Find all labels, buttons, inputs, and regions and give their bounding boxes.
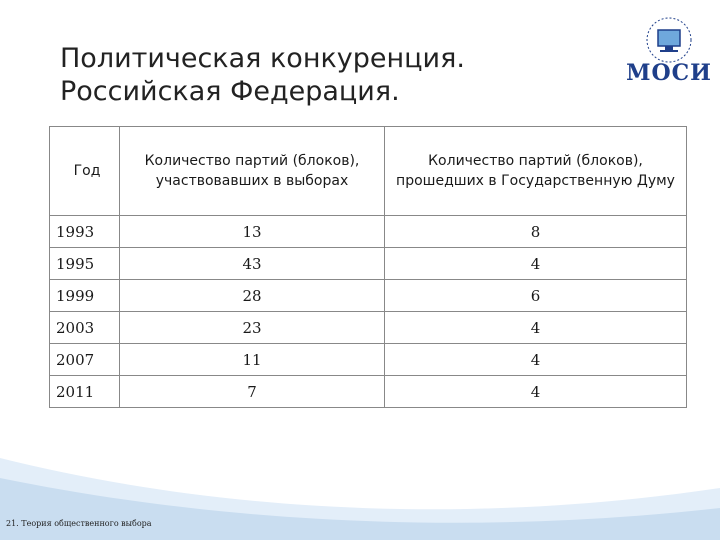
cell-participated: 43 [120, 248, 385, 280]
cell-participated: 7 [120, 376, 385, 408]
cell-passed: 4 [385, 344, 687, 376]
cell-year: 2003 [50, 312, 120, 344]
header-participated: Количество партий (блоков), участвовавших в выборах [120, 127, 385, 216]
parties-table [49, 126, 687, 408]
cell-passed: 4 [385, 248, 687, 280]
title-line-2: Российская Федерация. [60, 76, 400, 107]
cell-year: 1999 [50, 280, 120, 312]
table-row [50, 248, 687, 280]
title-line-1: Политическая конкуренция. [60, 43, 465, 74]
table-row [50, 216, 687, 248]
cell-participated: 13 [120, 216, 385, 248]
header-passed: Количество партий (блоков), прошедших в Государственную Думу [385, 127, 687, 216]
cell-passed: 4 [385, 312, 687, 344]
cell-year: 1995 [50, 248, 120, 280]
cell-participated: 28 [120, 280, 385, 312]
table-header-row [50, 127, 687, 216]
header-year: Год [50, 127, 120, 216]
slide-title [60, 42, 465, 108]
table-row [50, 280, 687, 312]
cell-participated: 23 [120, 312, 385, 344]
cell-year: 1993 [50, 216, 120, 248]
table-row [50, 344, 687, 376]
footer-caption: 21. Теория общественного выбора [6, 519, 152, 528]
monitor-icon [624, 14, 714, 64]
cell-year: 2011 [50, 376, 120, 408]
table-row [50, 376, 687, 408]
table-row [50, 312, 687, 344]
mosi-logo [624, 14, 714, 86]
cell-year: 2007 [50, 344, 120, 376]
cell-passed: 6 [385, 280, 687, 312]
cell-participated: 11 [120, 344, 385, 376]
logo-text: МОСИ [626, 60, 712, 86]
cell-passed: 4 [385, 376, 687, 408]
cell-passed: 8 [385, 216, 687, 248]
